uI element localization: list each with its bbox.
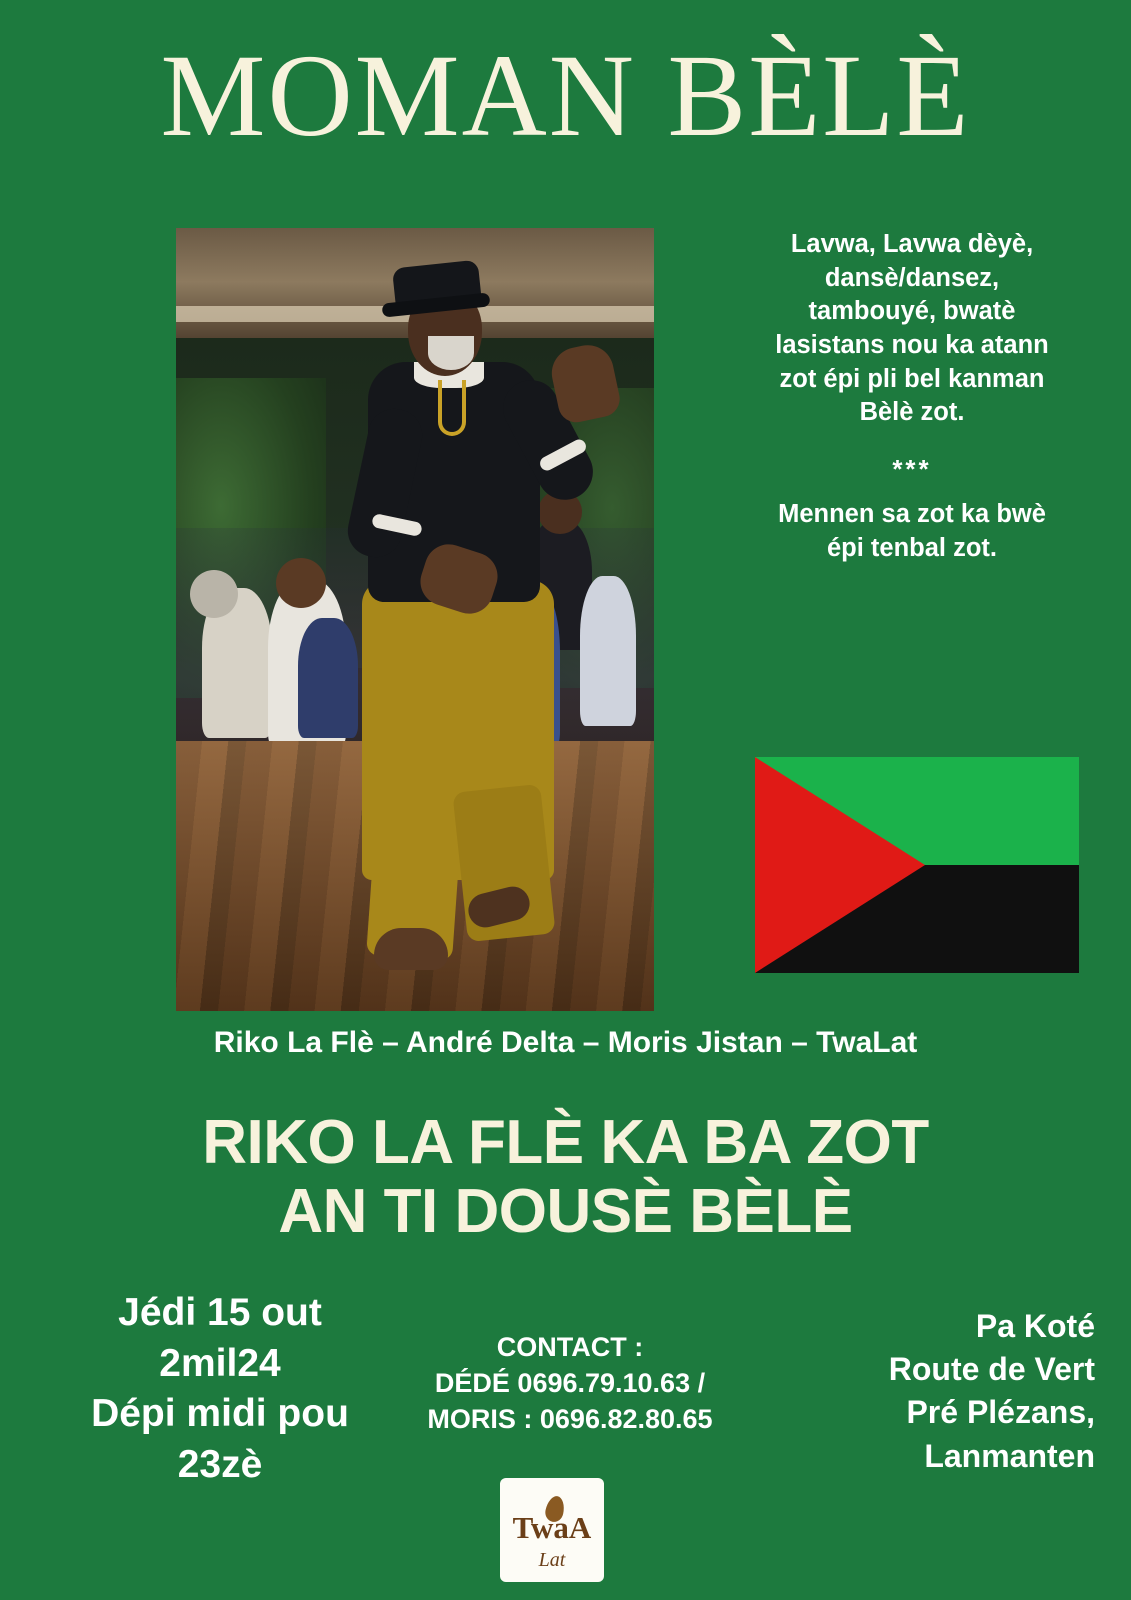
text-separator: *** <box>892 453 932 484</box>
date-line-4: 23zè <box>177 1443 263 1487</box>
audience-figure <box>580 576 636 726</box>
headline-line-1: RIKO LA FLÈ KA BA ZOT <box>202 1108 929 1177</box>
audience-figure <box>190 570 238 618</box>
date-line-1: Jédi 15 out <box>118 1291 322 1334</box>
venue-line-2: Route de Vert <box>888 1351 1095 1388</box>
dancer-necklace <box>438 380 466 436</box>
intro-paragraph-secondary: Mennen sa zot ka bwè épi tenbal zot. <box>778 500 1046 562</box>
event-headline <box>0 1108 1131 1247</box>
venue-line-4: Lanmanten <box>924 1437 1095 1474</box>
intro-text-block <box>762 228 1062 566</box>
twalat-logo <box>500 1478 604 1582</box>
audience-figure <box>276 558 326 608</box>
audience-figure <box>298 618 358 738</box>
martinique-flag <box>755 757 1079 973</box>
headline-line-2: AN TI DOUSÈ BÈLÈ <box>278 1177 853 1247</box>
artists-line: Riko La Flè – André Delta – Moris Jistan – TwaLat <box>213 1026 918 1059</box>
dancer-beard <box>428 336 474 370</box>
venue-line-3: Pré Plézans, <box>906 1394 1095 1431</box>
flag-red-triangle <box>755 757 925 973</box>
contact-label: CONTACT : <box>496 1332 644 1362</box>
date-line-3: Dépi midi pou <box>91 1392 349 1436</box>
contact-phone-2[interactable]: MORIS : 0696.82.80.65 <box>427 1403 713 1434</box>
venue-line-1: Pa Koté <box>975 1308 1095 1344</box>
event-date-block <box>30 1288 410 1491</box>
page-title: MOMAN BÈLÈ <box>160 30 971 161</box>
venue-block <box>765 1305 1095 1478</box>
logo-sub-text: Lat <box>538 1548 566 1571</box>
date-line-2: 2mil24 <box>159 1341 281 1385</box>
contact-phone-1[interactable]: DÉDÉ 0696.79.10.63 / <box>434 1367 706 1398</box>
intro-paragraph: Lavwa, Lavwa dèyè, dansè/dansez, tambouyé, bwatè lasistans nou ka atann zot épi pli bel kanman Bèlè zot. <box>775 230 1049 427</box>
dancer-photo <box>176 228 654 1011</box>
contact-block <box>390 1330 750 1438</box>
dancer-foot-left <box>374 928 448 970</box>
logo-mark-text: TwaA <box>512 1509 592 1545</box>
